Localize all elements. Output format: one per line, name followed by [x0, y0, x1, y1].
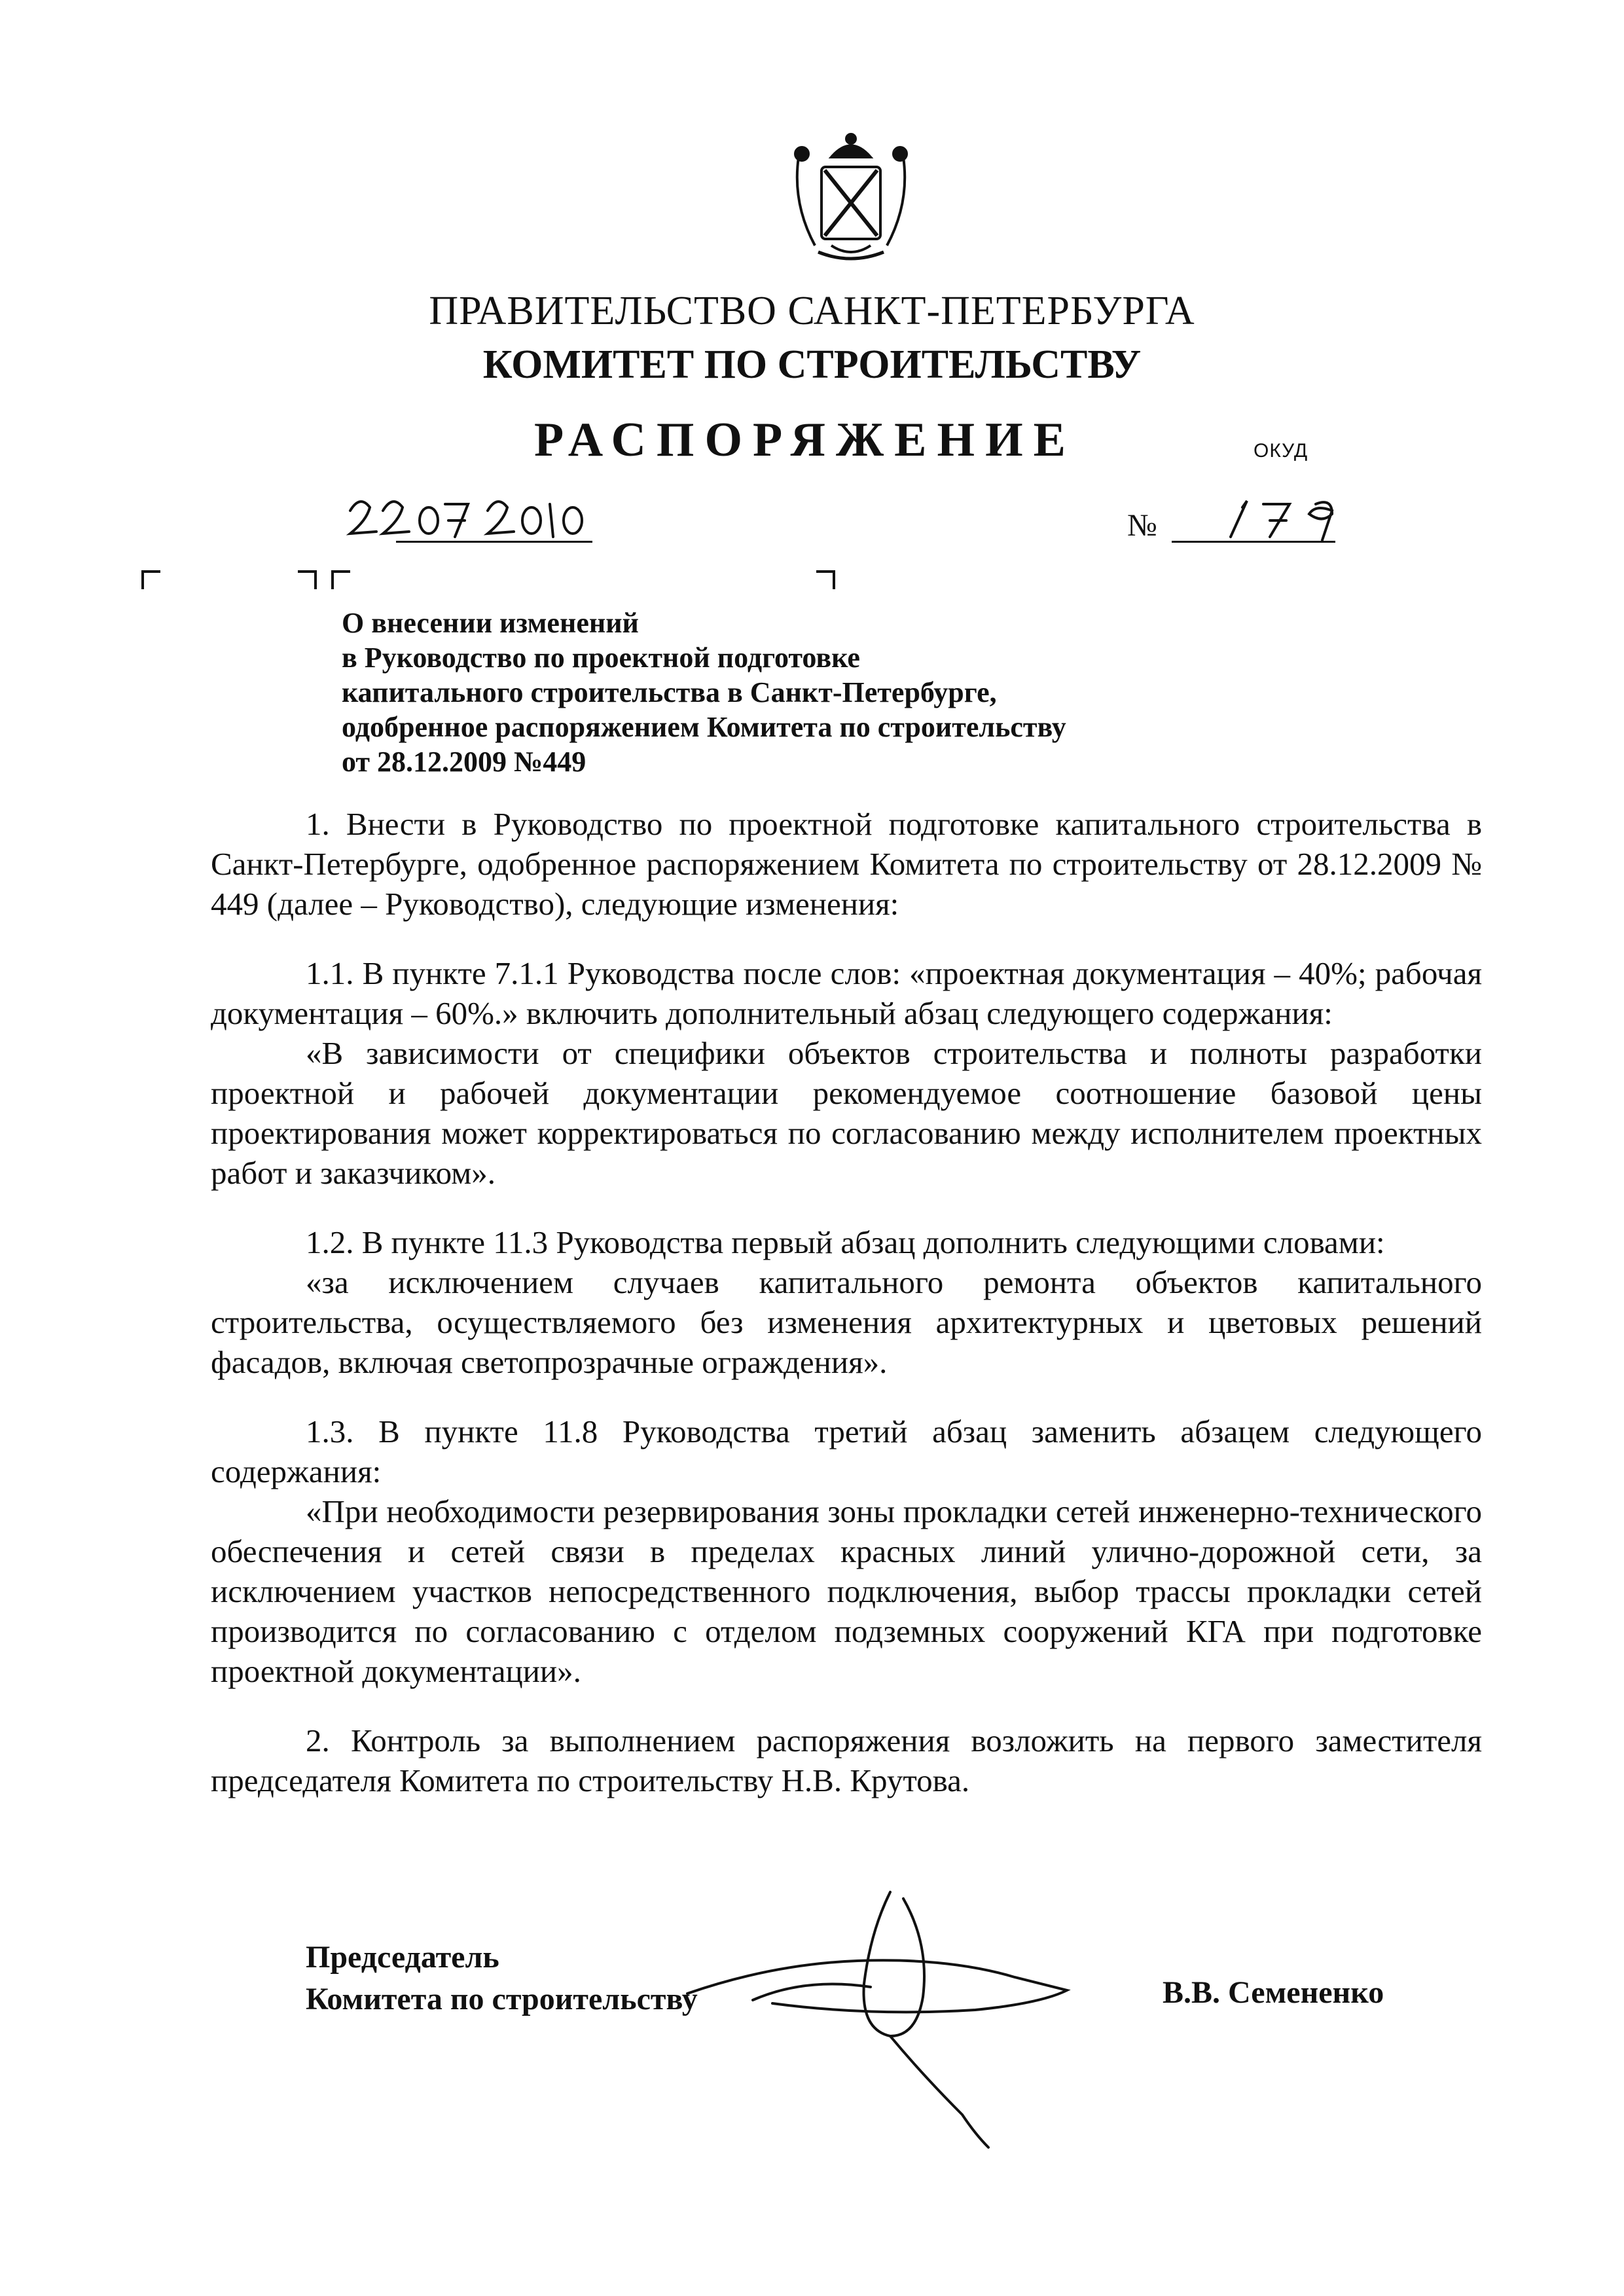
handwritten-date [340, 484, 602, 543]
number-underline [1172, 541, 1335, 543]
handwritten-signature [674, 1879, 1132, 2154]
signatory-title-line: Председатель [306, 1940, 499, 1975]
subject-line: капитального строительства в Санкт-Петербурге, [342, 676, 997, 708]
document-body [211, 804, 1482, 1830]
number-label: № [1127, 508, 1157, 543]
paragraph-1-1-quote: «В зависимости от специфики объектов строительства и полноты разработки проектной и рабочей документации рекомендуемое соотношение базовой цены проектирования может корректироваться по согласованию между исполнителем проектных работ и заказчиком». [211, 1035, 1482, 1191]
signatory-title-line: Комитета по строительству [306, 1982, 698, 2016]
paragraph-1: 1. Внести в Руководство по проектной подготовке капитального строительства в Санкт-Петербурге, одобренное распоряжением Комитета по строительству от 28.12.2009 № 449 (далее – Руководство), следующие изменения: [211, 806, 1482, 922]
paragraph-1-1: 1.1. В пункте 7.1.1 Руководства после слов: «проектная документация – 40%; рабочая документация – 60%.» включить дополнительный абзац следующего содержания: [211, 955, 1482, 1031]
subject-line: в Руководство по проектной подготовке [342, 642, 860, 674]
corner-mark [331, 570, 350, 589]
handwritten-number [1218, 484, 1375, 543]
committee-title: КОМИТЕТ ПО СТРОИТЕЛЬСТВУ [482, 342, 1142, 387]
corner-mark [816, 570, 836, 589]
subject-line: О внесении изменений [342, 607, 639, 639]
paragraph-1-3: 1.3. В пункте 11.8 Руководства третий абзац заменить абзацем следующего содержания: [211, 1413, 1482, 1489]
document-type: РАСПОРЯЖЕНИЕ [533, 413, 1076, 467]
paragraph-1-2: 1.2. В пункте 11.3 Руководства первый абзац дополнить следующими словами: [306, 1224, 1385, 1260]
paragraph-1-3-quote: «При необходимости резервирования зоны прокладки сетей инженерно-технического обеспечения и сетей связи в пределах красных линий улично-дорожной сети, за исключением участков непосредственного подключения, выбор трассы прокладки сетей производится по согласованию с отделом подземных сооружений КГА при подготовке проектной документации». [211, 1493, 1482, 1689]
subject-line: от 28.12.2009 №449 [342, 746, 586, 778]
signatory-name: В.В. Семененко [1163, 1975, 1384, 2010]
paragraph-2: 2. Контроль за выполнением распоряжения возложить на первого заместителя председателя Комитета по строительству Н.В. Крутова. [211, 1722, 1482, 1798]
signatory-title [306, 1937, 698, 2020]
okud-label: ОКУД [1254, 440, 1308, 462]
corner-mark [298, 570, 317, 589]
corner-mark [141, 570, 160, 589]
coat-of-arms-icon [785, 131, 916, 268]
government-title: ПРАВИТЕЛЬСТВО САНКТ-ПЕТЕРБУРГА [429, 289, 1195, 333]
paragraph-1-2-quote: «за исключением случаев капитального ремонта объектов капитального строительства, осуществляемого без изменения архитектурных и цветовых решений фасадов, включая светопрозрачные ограждения». [211, 1264, 1482, 1380]
subject-line: одобренное распоряжением Комитета по строительству [342, 711, 1066, 743]
document-subject [342, 606, 1066, 779]
date-underline [396, 541, 592, 543]
